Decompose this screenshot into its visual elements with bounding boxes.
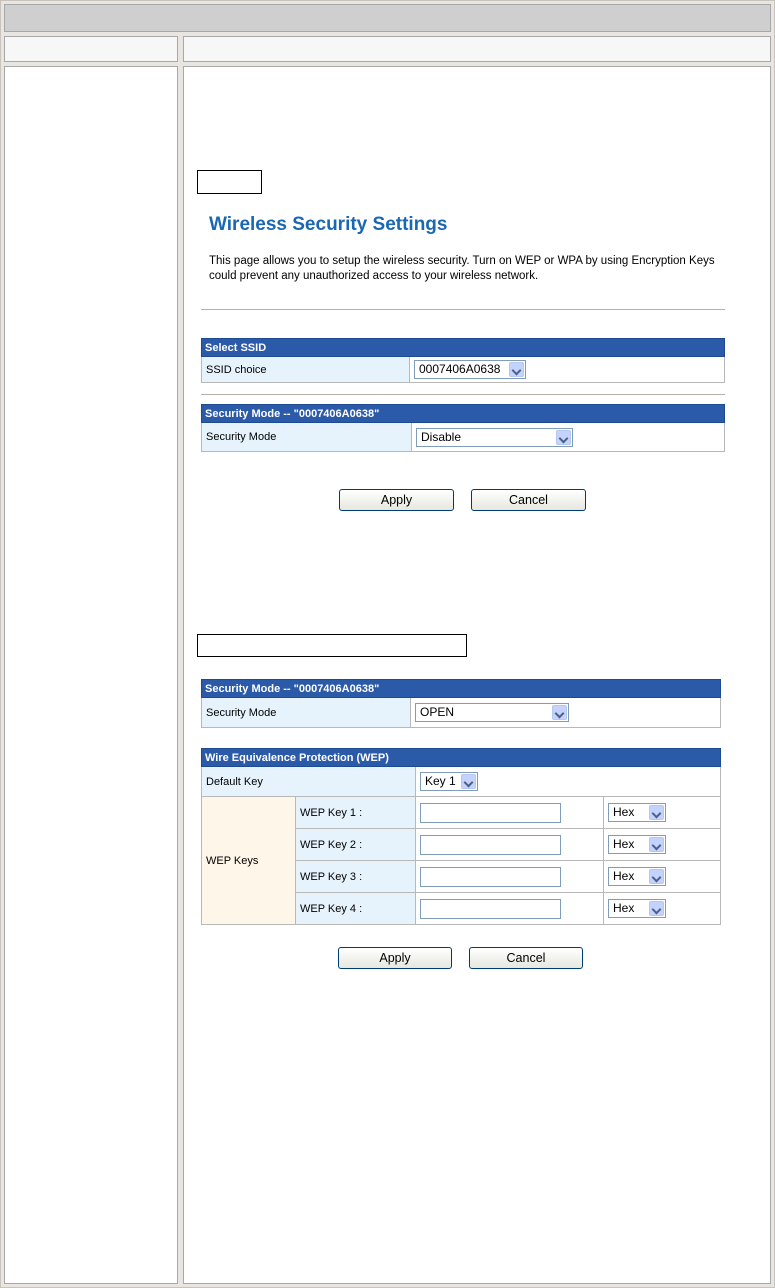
wep-key-2-input[interactable] [420, 835, 561, 855]
security-mode-header: Security Mode -- "0007406A0638" [202, 405, 725, 423]
header-left-cell [4, 36, 178, 62]
apply-button[interactable]: Apply [339, 489, 454, 511]
divider [201, 394, 725, 395]
wep-key-3-format-select[interactable] [608, 867, 666, 886]
cancel-button[interactable]: Cancel [471, 489, 586, 511]
select-ssid-header: Select SSID [202, 339, 725, 357]
chevron-down-icon[interactable] [556, 430, 571, 445]
ssid-choice-select[interactable] [414, 360, 526, 379]
wep-key-3-input[interactable] [420, 867, 561, 887]
ssid-choice-label: SSID choice [202, 357, 410, 383]
wep-key-4-format-select[interactable] [608, 899, 666, 918]
default-key-select[interactable] [420, 772, 478, 791]
security-mode-table [201, 404, 725, 452]
security-mode-cell [412, 423, 725, 452]
ssid-choice-cell [410, 357, 725, 383]
select-ssid-table [201, 338, 725, 383]
wep-key-2-cell [416, 829, 604, 861]
chevron-down-icon[interactable] [649, 805, 664, 820]
wep-header: Wire Equivalence Protection (WEP) [202, 749, 721, 767]
wep-key-2-label: WEP Key 2 : [296, 829, 416, 861]
wep-key-4-format-cell [604, 893, 721, 925]
wep-table [201, 748, 721, 925]
ssid-choice-value: 0007406A0638 [419, 362, 501, 376]
default-key-value: Key 1 [425, 774, 456, 788]
chevron-down-icon[interactable] [552, 705, 567, 720]
wep-key-2-format-cell [604, 829, 721, 861]
figure-label-box-2 [197, 634, 467, 657]
security-mode-label: Security Mode [202, 698, 411, 728]
security-mode-value: Disable [421, 429, 462, 444]
chevron-down-icon[interactable] [649, 837, 664, 852]
chevron-down-icon[interactable] [509, 362, 524, 377]
apply-button[interactable]: Apply [338, 947, 452, 969]
wep-key-4-label: WEP Key 4 : [296, 893, 416, 925]
wep-key-1-input[interactable] [420, 803, 561, 823]
chevron-down-icon[interactable] [649, 901, 664, 916]
security-mode-cell [411, 698, 721, 728]
divider [201, 309, 725, 310]
chevron-down-icon[interactable] [461, 774, 476, 789]
default-key-label: Default Key [202, 767, 416, 797]
wep-key-2-format-select[interactable] [608, 835, 666, 854]
chevron-down-icon[interactable] [649, 869, 664, 884]
figure-label-box-1 [197, 170, 262, 194]
cancel-button[interactable]: Cancel [469, 947, 583, 969]
security-mode-select[interactable] [415, 703, 569, 722]
right-column [183, 66, 771, 1284]
wep-key-1-format-cell [604, 797, 721, 829]
wep-key-4-format-value: Hex [613, 901, 635, 915]
left-column [4, 66, 178, 1284]
wep-key-3-format-value: Hex [613, 869, 635, 883]
wep-key-3-cell [416, 861, 604, 893]
wep-keys-label: WEP Keys [202, 797, 296, 925]
default-key-cell [416, 767, 721, 797]
wep-key-3-format-cell [604, 861, 721, 893]
security-mode-select[interactable] [416, 428, 573, 447]
wep-key-4-cell [416, 893, 604, 925]
wep-key-2-format-value: Hex [613, 837, 635, 851]
wep-key-3-label: WEP Key 3 : [296, 861, 416, 893]
security-mode-label: Security Mode [202, 423, 412, 452]
wep-key-1-cell [416, 797, 604, 829]
security-mode-header: Security Mode -- "0007406A0638" [202, 680, 721, 698]
security-mode-value: OPEN [420, 705, 455, 719]
wep-key-1-format-select[interactable] [608, 803, 666, 822]
wep-key-1-format-value: Hex [613, 805, 635, 819]
security-mode-table-open [201, 679, 721, 728]
header-right-cell [183, 36, 771, 62]
wep-key-4-input[interactable] [420, 899, 561, 919]
title-bar [4, 4, 771, 32]
page-description: This page allows you to setup the wireless security. Turn on WEP or WPA by using Encryption Keys could prevent any unauthorized access to your wireless network. [209, 255, 715, 282]
page-title: Wireless Security Settings [209, 214, 448, 235]
wep-key-1-label: WEP Key 1 : [296, 797, 416, 829]
